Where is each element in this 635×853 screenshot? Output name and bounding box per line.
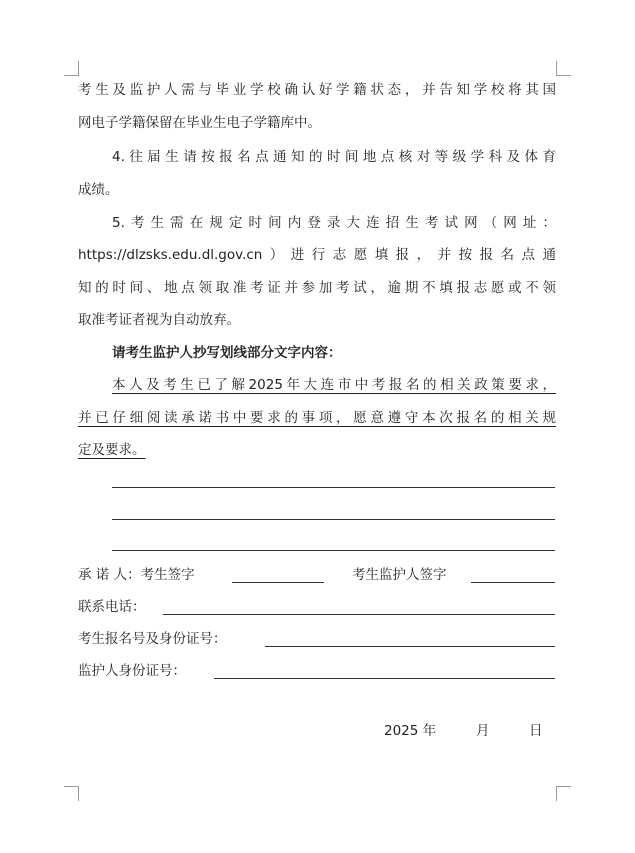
margin-corner-mark xyxy=(556,61,571,76)
underlined-text: 本人及考生已了解2025年大连市中考报名的相关政策要求， xyxy=(112,377,556,393)
list-item-5-line: 5.考生需在规定时间内登录大连招生考试网（网址： xyxy=(112,215,556,231)
guardian-signature-line[interactable] xyxy=(471,582,555,583)
list-item-5-line: 知的时间、地点领取准考证并参加考试，逾期不填报志愿或不领 xyxy=(78,280,556,296)
copy-blank-line[interactable] xyxy=(112,519,555,520)
margin-corner-mark xyxy=(64,61,79,76)
exam-id-line[interactable] xyxy=(265,646,555,647)
phone-line[interactable] xyxy=(163,614,555,615)
promisor-label: 承 诺 人：考生签字 xyxy=(78,567,195,583)
guardian-id-line[interactable] xyxy=(214,678,555,679)
copy-instruction: 请考生监护人抄写划线部分文字内容： xyxy=(112,345,342,361)
list-item-4-line: 成绩。 xyxy=(78,182,119,198)
list-item-5-line: https://dlzsks.edu.dl.gov.cn）进行志愿填报，并按报名点通 xyxy=(78,247,556,263)
date-day: 日 xyxy=(529,723,543,739)
margin-corner-mark xyxy=(556,786,571,801)
student-signature-line[interactable] xyxy=(232,582,324,583)
copy-text-line xyxy=(78,440,556,460)
margin-corner-mark xyxy=(64,786,79,801)
list-item-4-line: 4.往届生请按报名点通知的时间地点核对等级学科及体育 xyxy=(112,149,556,165)
exam-id-label: 考生报名号及身份证号： xyxy=(78,631,227,647)
date-year: 2025 年 xyxy=(384,723,437,739)
underlined-text: 定及要求。 xyxy=(78,442,146,458)
date-month: 月 xyxy=(476,723,490,739)
copy-text-line xyxy=(78,408,556,428)
copy-blank-line[interactable] xyxy=(112,550,555,551)
guardian-id-label: 监护人身份证号： xyxy=(78,663,186,679)
paragraph-line: 网电子学籍保留在毕业生电子学籍库中。 xyxy=(78,115,321,131)
copy-blank-line[interactable] xyxy=(112,487,555,488)
underlined-text: 并已仔细阅读承诺书中要求的事项，愿意遵守本次报名的相关规 xyxy=(78,410,556,426)
list-item-5-line: 取准考证者视为自动放弃。 xyxy=(78,312,240,328)
paragraph-line: 考生及监护人需与毕业学校确认好学籍状态，并告知学校将其国 xyxy=(78,82,556,98)
copy-text-line xyxy=(112,375,556,395)
phone-label: 联系电话： xyxy=(78,599,146,615)
guardian-signature-label: 考生监护人签字 xyxy=(352,567,447,583)
